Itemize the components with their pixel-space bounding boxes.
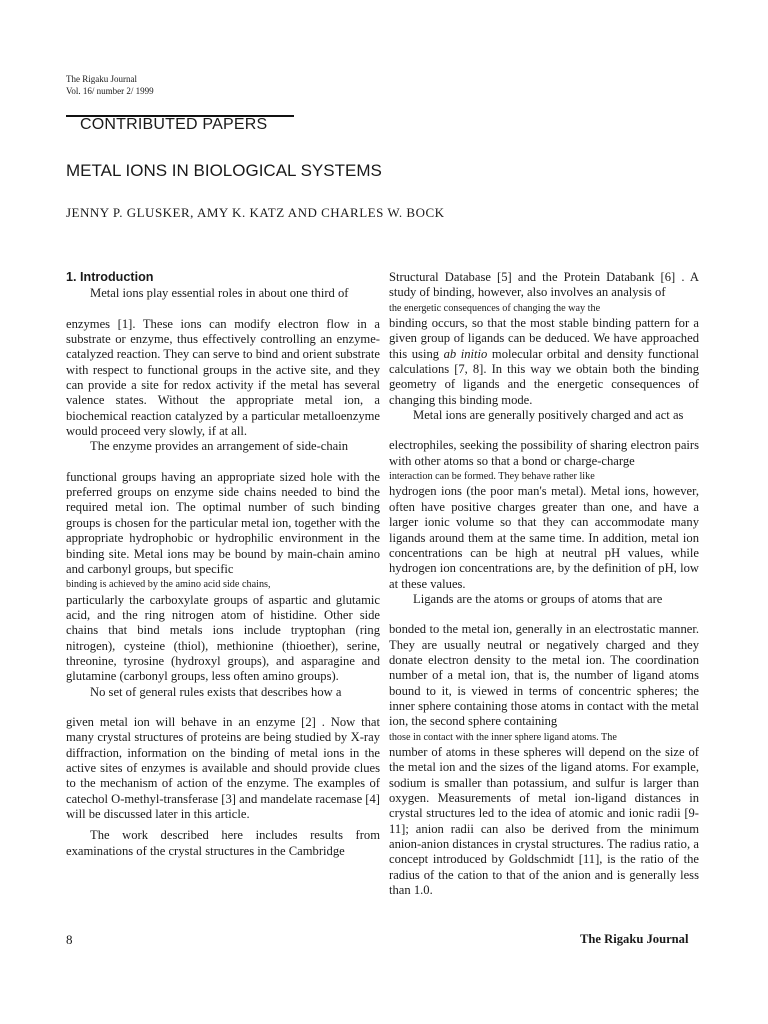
left-column	[66, 270, 380, 859]
page-number: 8	[66, 932, 73, 947]
paragraph-small-line: the energetic consequences of changing the way the	[389, 302, 601, 314]
paragraph-small-line: binding is achieved by the amino acid side chains,	[66, 579, 271, 591]
paragraph: bonded to the metal ion, generally in an electrostatic manner. They are usually neutral or negatively charged and they donate electron density to the metal ion. The coordination number of a metal ion, that is, the number of ligand atoms bound to it, is viewed in terms of concentric spheres; the inner sphere containing those atoms in contact with the metal ion, the second sphere containing	[389, 622, 699, 729]
paragraph: Metal ions play essential roles in about one third of	[90, 286, 349, 301]
paragraph: No set of general rules exists that describes how a	[90, 684, 342, 699]
paragraph: Structural Database [5] and the Protein Databank [6] . A study of binding, however, also involves an analysis of	[389, 270, 699, 300]
journal-header	[66, 73, 154, 97]
paragraph: particularly the carboxylate groups of aspartic and glutamic acid, and the ring nitrogen atom of histidine. Other side chains that bind metals ions include tryptophan (ring nitrogen), cysteine (thiol), methionine (thioether), serine, threonine, tyrosine (hydroxyl groups), and asparagine and glutamine (carbonyl groups, less often amino groups).	[66, 592, 380, 684]
paragraph	[389, 316, 699, 408]
section-label: CONTRIBUTED PAPERS	[80, 116, 268, 133]
paragraph: The work described here includes results from examinations of the crystal structures in the Cambridge	[66, 828, 380, 858]
paragraph: Metal ions are generally positively charged and act as	[413, 408, 684, 423]
paragraph: Ligands are the atoms or groups of atoms that are	[413, 591, 663, 606]
text-run: molecular orbital and density functional calculations [7, 8]. In this way we obtain both the binding geometry of ligands and the energetic consequences of changing this binding mode.	[389, 346, 699, 407]
paragraph-small-line: those in contact with the inner sphere ligand atoms. The	[389, 731, 617, 743]
paragraph: number of atoms in these spheres will depend on the size of the metal ion and the sizes of the ligand atoms. For example, sodium is smaller than potassium, and sulfur is larger than oxygen. Measurements of metal ion-ligand distances in crystal structures led to the idea of atomic and ionic radii [9-11]; anion radii can also be derived from the minimum anion-anion distances in crystal structures. The radius ratio, a concept introduced by Goldschmidt [11], is the ratio of the radius of the cation to that of the anion and is generally less than 1.0.	[389, 744, 699, 898]
paragraph: hydrogen ions (the poor man's metal). Metal ions, however, often have positive charges greater than one, and have a larger ionic volume so that they can accommodate many ligands around them at the same time. In addition, metal ion concentrations can be high at neutral pH values, while hydrogen ion concentrations are, by the definition of pH, low at these values.	[389, 484, 699, 591]
journal-volume: Vol. 16/ number 2/ 1999	[66, 86, 154, 96]
paragraph-small-line: interaction can be formed. They behave rather like	[389, 471, 595, 483]
journal-name: The Rigaku Journal	[66, 74, 137, 84]
footer-journal: The Rigaku Journal	[580, 932, 689, 946]
paragraph: enzymes [1]. These ions can modify electron flow in a substrate or enzyme, thus effectively controlling an enzyme-catalyzed reaction. They can serve to bind and orient substrate with respect to functional groups in the active site, and they can provide a site for redox activity if the metal has several valence states. Without the appropriate metal ion, a biochemical reaction catalyzed by a particular metalloenzyme would proceed very slowly, if at all.	[66, 316, 380, 439]
paper-title: METAL IONS IN BIOLOGICAL SYSTEMS	[66, 161, 382, 180]
section-heading: 1. Introduction	[66, 270, 154, 284]
right-column	[389, 270, 699, 898]
italic-term: ab initio	[443, 346, 488, 361]
paragraph: given metal ion will behave in an enzyme [2] . Now that many crystal structures of proteins are being studied by X-ray diffraction, information on the binding of metal ions in the active sites of enzymes is available and should provide clues to the mechanism of action of the enzyme. The examples of catechol O-methyl-transferase [3] and mandelate racemase [4] will be discussed later in this article.	[66, 714, 380, 821]
paper-authors: JENNY P. GLUSKER, AMY K. KATZ AND CHARLES W. BOCK	[66, 205, 445, 220]
text-run: binding occurs, so that the most stable binding pattern for a given group of ligands can be deduced. We have approached this using	[389, 316, 699, 361]
paragraph: electrophiles, seeking the possibility of sharing electron pairs with other atoms so that a bond or charge-charge	[389, 438, 699, 468]
paragraph: The enzyme provides an arrangement of side-chain	[90, 439, 349, 454]
paragraph: functional groups having an appropriate sized hole with the preferred groups on enzyme side chains needed to bind the required metal ion. The optimal number of such binding groups is chosen for the particular metal ion, together with the appropriate hydrophobic or hydrophilic environment in the binding site. Metal ions may be bound by main-chain amino and carbonyl groups, but specific	[66, 469, 380, 576]
